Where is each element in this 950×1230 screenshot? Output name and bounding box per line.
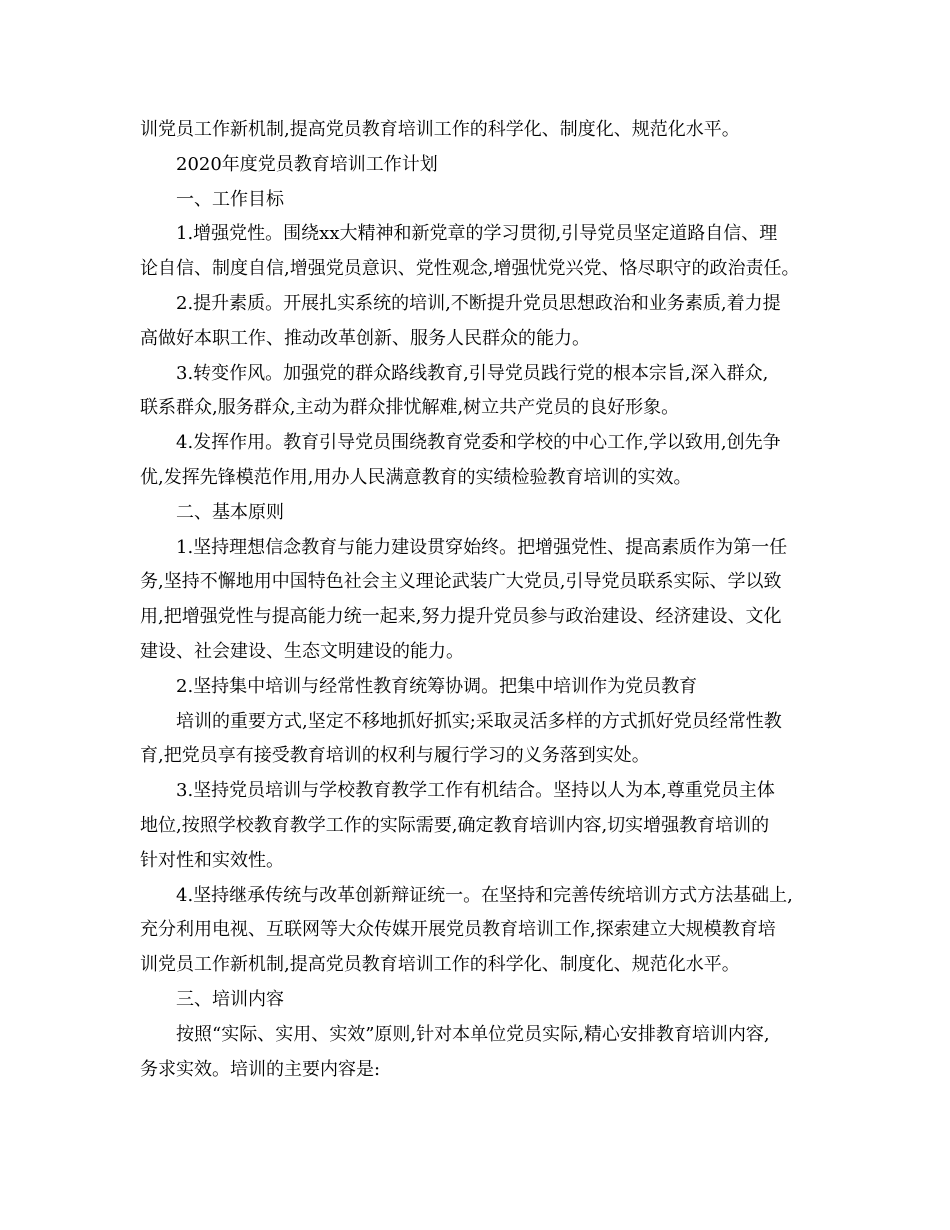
document-line: 3.转变作风。加强党的群众路线教育,引导党员践行党的根本宗旨,深入群众, — [176, 362, 769, 384]
document-line: 优,发挥先锋模范作用,用办人民满意教育的实绩检验教育培训的实效。 — [140, 466, 692, 488]
document-line: 2020年度党员教育培训工作计划 — [176, 153, 438, 175]
document-line: 1.增强党性。围绕xx大精神和新党章的学习贯彻,引导党员坚定道路自信、理 — [176, 223, 778, 245]
document-line: 地位,按照学校教育教学工作的实际需要,确定教育培训内容,切实增强教育培训的 — [140, 814, 770, 836]
document-body — [140, 113, 812, 1087]
document-line: 育,把党员享有接受教育培训的权利与履行学习的义务落到实处。 — [140, 745, 650, 767]
document-line: 3.坚持党员培训与学校教育教学工作有机结合。坚持以人为本,尊重党员主体 — [176, 780, 775, 802]
document-line: 务求实效。培训的主要内容是: — [140, 1058, 381, 1080]
document-line: 4.坚持继承传统与改革创新辩证统一。在坚持和完善传统培训方式方法基础上, — [176, 884, 793, 906]
document-line: 针对性和实效性。 — [140, 849, 284, 871]
document-line: 论自信、制度自信,增强党员意识、党性观念,增强忧党兴党、恪尽职守的政治责任。 — [140, 258, 800, 280]
document-line: 二、基本原则 — [176, 501, 284, 523]
document-line: 务,坚持不懈地用中国特色社会主义理论武装广大党员,引导党员联系实际、学以致 — [140, 571, 782, 593]
document-line: 用,把增强党性与提高能力统一起来,努力提升党员参与政治建设、经济建设、文化 — [140, 606, 782, 628]
document-line: 2.坚持集中培训与经常性教育统筹协调。把集中培训作为党员教育 — [176, 675, 698, 697]
document-line: 4.发挥作用。教育引导党员围绕教育党委和学校的中心工作,学以致用,创先争 — [176, 432, 781, 454]
document-line: 联系群众,服务群众,主动为群众排忧解难,树立共产党员的良好形象。 — [140, 397, 680, 419]
document-line: 高做好本职工作、推动改革创新、服务人民群众的能力。 — [140, 327, 590, 349]
document-line: 充分利用电视、互联网等大众传媒开展党员教育培训工作,探索建立大规模教育培 — [140, 919, 776, 941]
document-line: 训党员工作新机制,提高党员教育培训工作的科学化、制度化、规范化水平。 — [140, 119, 740, 140]
document-line: 培训的重要方式,坚定不移地抓好抓实;采取灵活多样的方式抓好党员经常性教 — [176, 710, 782, 732]
document-line: 一、工作目标 — [176, 188, 284, 210]
document-line: 建设、社会建设、生态文明建设的能力。 — [140, 640, 464, 662]
document-line: 训党员工作新机制,提高党员教育培训工作的科学化、制度化、规范化水平。 — [140, 954, 740, 976]
document-line: 按照“实际、实用、实效”原则,针对本单位党员实际,精心安排教育培训内容, — [176, 1023, 770, 1045]
document-line: 三、培训内容 — [176, 988, 284, 1010]
document-line: 1.坚持理想信念教育与能力建设贯穿始终。把增强党性、提高素质作为第一任 — [176, 536, 788, 558]
document-line: 2.提升素质。开展扎实系统的培训,不断提升党员思想政治和业务素质,着力提 — [176, 292, 781, 314]
